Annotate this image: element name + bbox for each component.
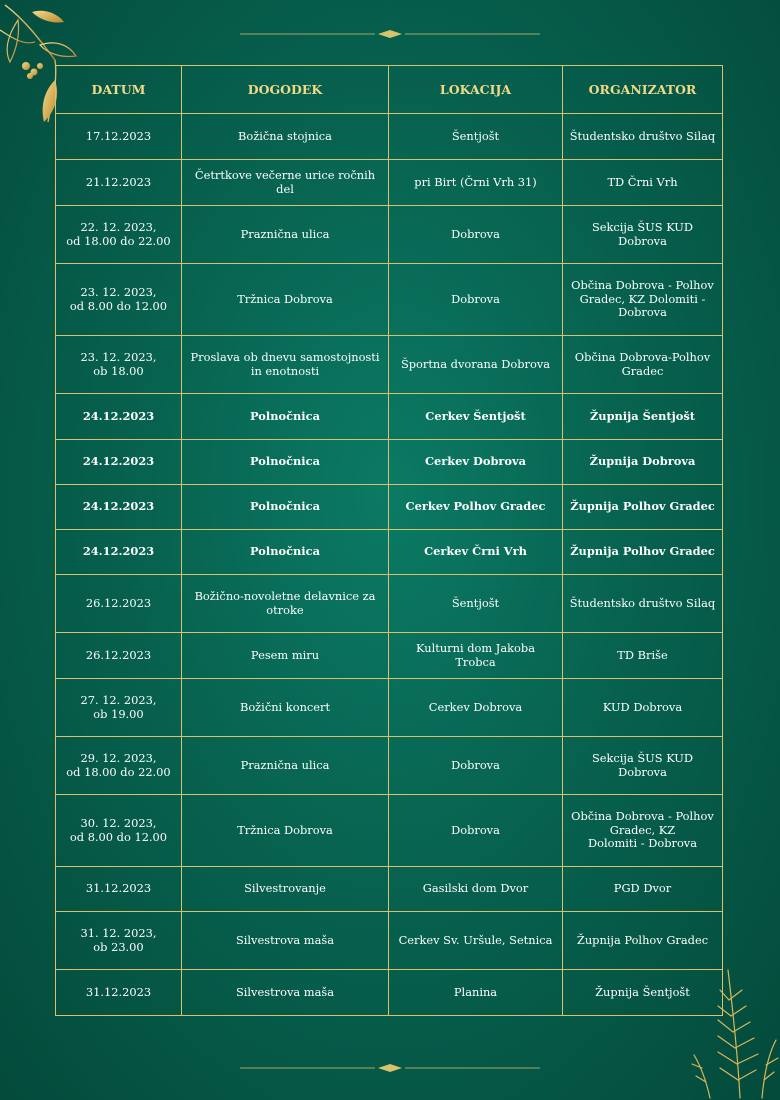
cell-lokacija: Cerkev Šentjošt <box>389 394 563 440</box>
cell-lokacija: Dobrova <box>389 795 563 867</box>
table-row <box>56 970 723 1016</box>
cell-organizator: Župnija Šentjošt <box>563 394 723 440</box>
cell-dogodek: Silvestrova maša <box>182 970 389 1016</box>
cell-organizator: Župnija Polhov Gradec <box>563 485 723 530</box>
cell-datum: 23. 12. 2023, od 8.00 do 12.00 <box>56 264 182 336</box>
cell-organizator: Občina Dobrova - Polhov Gradec, KZ Dolomiti - Dobrova <box>563 264 723 336</box>
table-row <box>56 440 723 485</box>
cell-lokacija: Cerkev Dobrova <box>389 440 563 485</box>
cell-datum: 27. 12. 2023, ob 19.00 <box>56 679 182 737</box>
cell-datum: 26.12.2023 <box>56 575 182 633</box>
cell-lokacija: Dobrova <box>389 206 563 264</box>
cell-organizator: TD Črni Vrh <box>563 160 723 206</box>
cell-lokacija: Kulturni dom Jakoba Trobca <box>389 633 563 679</box>
cell-dogodek: Polnočnica <box>182 485 389 530</box>
header-lokacija: LOKACIJA <box>389 66 563 114</box>
cell-dogodek: Tržnica Dobrova <box>182 795 389 867</box>
cell-organizator: Študentsko društvo Silaq <box>563 114 723 160</box>
cell-organizator: Občina Dobrova-Polhov Gradec <box>563 336 723 394</box>
gold-fern-sprig-icon <box>690 960 780 1100</box>
cell-dogodek: Četrtkove večerne urice ročnih del <box>182 160 389 206</box>
cell-organizator: PGD Dvor <box>563 867 723 912</box>
cell-organizator: Študentsko društvo Silaq <box>563 575 723 633</box>
table-row <box>56 795 723 867</box>
cell-lokacija: Dobrova <box>389 264 563 336</box>
cell-organizator: Župnija Polhov Gradec <box>563 912 723 970</box>
cell-organizator: Župnija Dobrova <box>563 440 723 485</box>
table-row <box>56 679 723 737</box>
cell-datum: 21.12.2023 <box>56 160 182 206</box>
cell-lokacija: Šentjošt <box>389 114 563 160</box>
cell-organizator: Župnija Polhov Gradec <box>563 530 723 575</box>
cell-datum: 23. 12. 2023, ob 18.00 <box>56 336 182 394</box>
cell-dogodek: Polnočnica <box>182 440 389 485</box>
header-organizator: ORGANIZATOR <box>563 66 723 114</box>
header-datum: DATUM <box>56 66 182 114</box>
table-row <box>56 633 723 679</box>
cell-lokacija: Gasilski dom Dvor <box>389 867 563 912</box>
cell-lokacija: Cerkev Črni Vrh <box>389 530 563 575</box>
cell-organizator: Župnija Šentjošt <box>563 970 723 1016</box>
table-row <box>56 737 723 795</box>
table-row <box>56 912 723 970</box>
table-row <box>56 206 723 264</box>
cell-lokacija: Športna dvorana Dobrova <box>389 336 563 394</box>
cell-datum: 22. 12. 2023, od 18.00 do 22.00 <box>56 206 182 264</box>
table-row <box>56 336 723 394</box>
table-row <box>56 485 723 530</box>
cell-dogodek: Silvestrova maša <box>182 912 389 970</box>
cell-datum: 31.12.2023 <box>56 970 182 1016</box>
bottom-divider <box>240 1064 540 1072</box>
events-table <box>55 65 723 1016</box>
cell-lokacija: Cerkev Dobrova <box>389 679 563 737</box>
cell-datum: 17.12.2023 <box>56 114 182 160</box>
cell-organizator: Sekcija ŠUS KUD Dobrova <box>563 737 723 795</box>
table-row <box>56 394 723 440</box>
cell-lokacija: Cerkev Polhov Gradec <box>389 485 563 530</box>
table-row <box>56 160 723 206</box>
top-divider <box>240 30 540 38</box>
cell-datum: 31.12.2023 <box>56 867 182 912</box>
cell-datum: 30. 12. 2023, od 8.00 do 12.00 <box>56 795 182 867</box>
cell-dogodek: Polnočnica <box>182 394 389 440</box>
cell-lokacija: Cerkev Sv. Uršule, Setnica <box>389 912 563 970</box>
cell-dogodek: Božični koncert <box>182 679 389 737</box>
cell-lokacija: pri Birt (Črni Vrh 31) <box>389 160 563 206</box>
cell-lokacija: Planina <box>389 970 563 1016</box>
cell-dogodek: Silvestrovanje <box>182 867 389 912</box>
cell-organizator: Občina Dobrova - Polhov Gradec, KZ Dolomiti - Dobrova <box>563 795 723 867</box>
cell-dogodek: Božično-novoletne delavnice za otroke <box>182 575 389 633</box>
cell-dogodek: Tržnica Dobrova <box>182 264 389 336</box>
cell-dogodek: Pesem miru <box>182 633 389 679</box>
cell-dogodek: Praznična ulica <box>182 206 389 264</box>
cell-datum: 24.12.2023 <box>56 530 182 575</box>
cell-organizator: KUD Dobrova <box>563 679 723 737</box>
cell-datum: 24.12.2023 <box>56 440 182 485</box>
cell-datum: 26.12.2023 <box>56 633 182 679</box>
cell-dogodek: Proslava ob dnevu samostojnosti in enotnosti <box>182 336 389 394</box>
table-row <box>56 575 723 633</box>
cell-lokacija: Dobrova <box>389 737 563 795</box>
cell-dogodek: Praznična ulica <box>182 737 389 795</box>
cell-datum: 24.12.2023 <box>56 394 182 440</box>
cell-dogodek: Polnočnica <box>182 530 389 575</box>
header-dogodek: DOGODEK <box>182 66 389 114</box>
cell-datum: 24.12.2023 <box>56 485 182 530</box>
cell-lokacija: Šentjošt <box>389 575 563 633</box>
table-row <box>56 264 723 336</box>
cell-dogodek: Božična stojnica <box>182 114 389 160</box>
cell-datum: 31. 12. 2023, ob 23.00 <box>56 912 182 970</box>
cell-organizator: Sekcija ŠUS KUD Dobrova <box>563 206 723 264</box>
table-row <box>56 530 723 575</box>
cell-organizator: TD Briše <box>563 633 723 679</box>
table-header-row <box>56 66 723 114</box>
table-row <box>56 114 723 160</box>
table-row <box>56 867 723 912</box>
cell-datum: 29. 12. 2023, od 18.00 do 22.00 <box>56 737 182 795</box>
